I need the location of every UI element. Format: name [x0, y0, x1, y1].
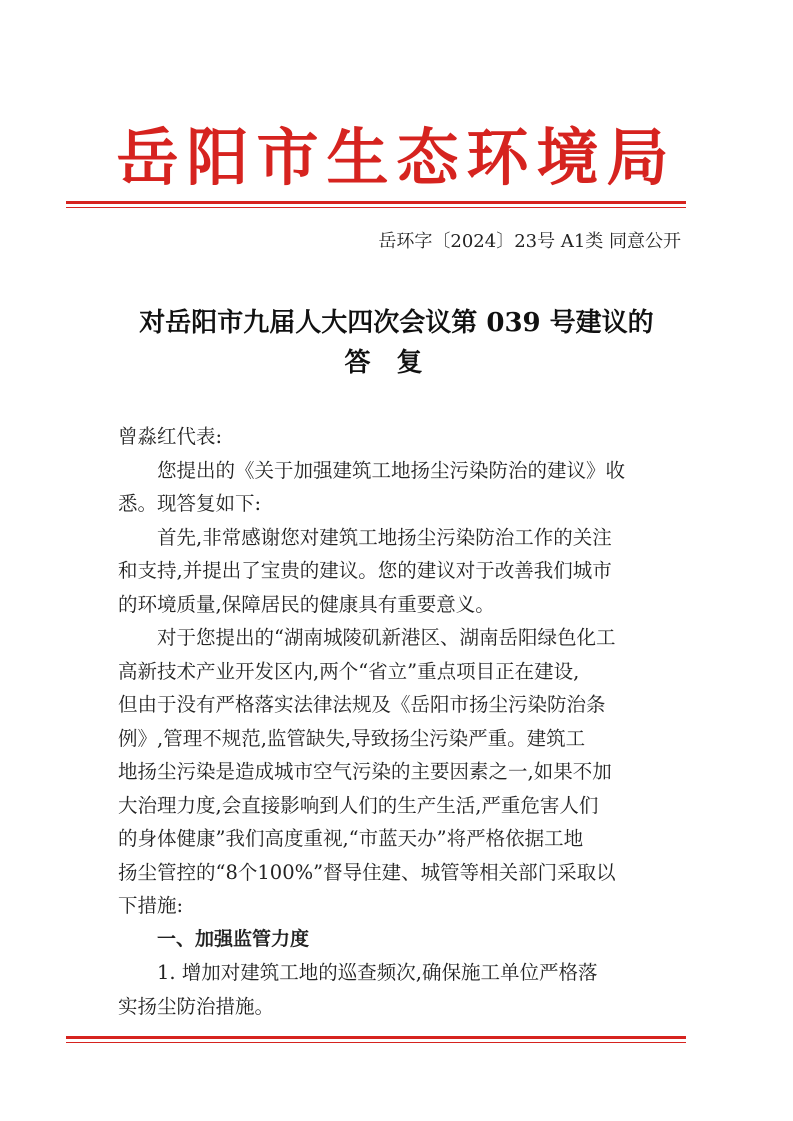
letterhead-title: 岳阳市生态环境局 — [116, 121, 677, 194]
body-line: 和支持,并提出了宝贵的建议。您的建议对于改善我们城市 — [118, 559, 612, 582]
body-line: 但由于没有严格落实法律法规及《岳阳市扬尘污染防治条 — [118, 693, 606, 716]
body-line: 您提出的《关于加强建筑工地扬尘污染防治的建议》收 — [157, 458, 626, 482]
body-line: 1. 增加对建筑工地的巡查频次,确保施工单位严格落 — [157, 961, 598, 984]
body-line: 下措施: — [118, 894, 184, 917]
body-line: 扬尘管控的“8个100%”督导住建、城管等相关部门采取以 — [118, 860, 616, 884]
section-heading: 一、加强监管力度 — [157, 927, 310, 950]
footer-rule-thin — [66, 1042, 686, 1043]
letter-body — [118, 420, 678, 1023]
body-line: 大治理力度,会直接影响到人们的生产生活,严重危害人们 — [118, 793, 599, 817]
salutation: 曾淼红代表: — [118, 425, 223, 448]
footer-rule-thick — [66, 1036, 686, 1039]
document-number: 岳环字〔2024〕23号 A1类 同意公开 — [378, 231, 681, 252]
body-line: 首先,非常感谢您对建筑工地扬尘污染防治工作的关注 — [157, 525, 612, 549]
body-line: 高新技术产业开发区内,两个“省立”重点项目正在建设, — [118, 659, 580, 683]
body-line: 地扬尘污染是造成城市空气污染的主要因素之一,如果不加 — [118, 760, 612, 783]
body-line: 的环境质量,保障居民的健康具有重要意义。 — [118, 592, 495, 616]
document-title-line-2: 答复 — [344, 348, 449, 378]
letterhead-rule-thick — [66, 201, 686, 204]
body-line: 例》,管理不规范,监管缺失,导致扬尘污染严重。建筑工 — [118, 726, 586, 750]
body-line: 的身体健康”我们高度重视,“市蓝天办”将严格依据工地 — [118, 827, 584, 850]
body-line: 悉。现答复如下: — [118, 492, 262, 515]
document-title-line-1: 对岳阳市九届人大四次会议第 039 号建议的 — [139, 308, 654, 338]
body-line: 实扬尘防治措施。 — [118, 994, 275, 1018]
body-line: 对于您提出的“湖南城陵矶新港区、湖南岳阳绿色化工 — [157, 626, 616, 649]
letterhead-rule-thin — [66, 207, 686, 208]
